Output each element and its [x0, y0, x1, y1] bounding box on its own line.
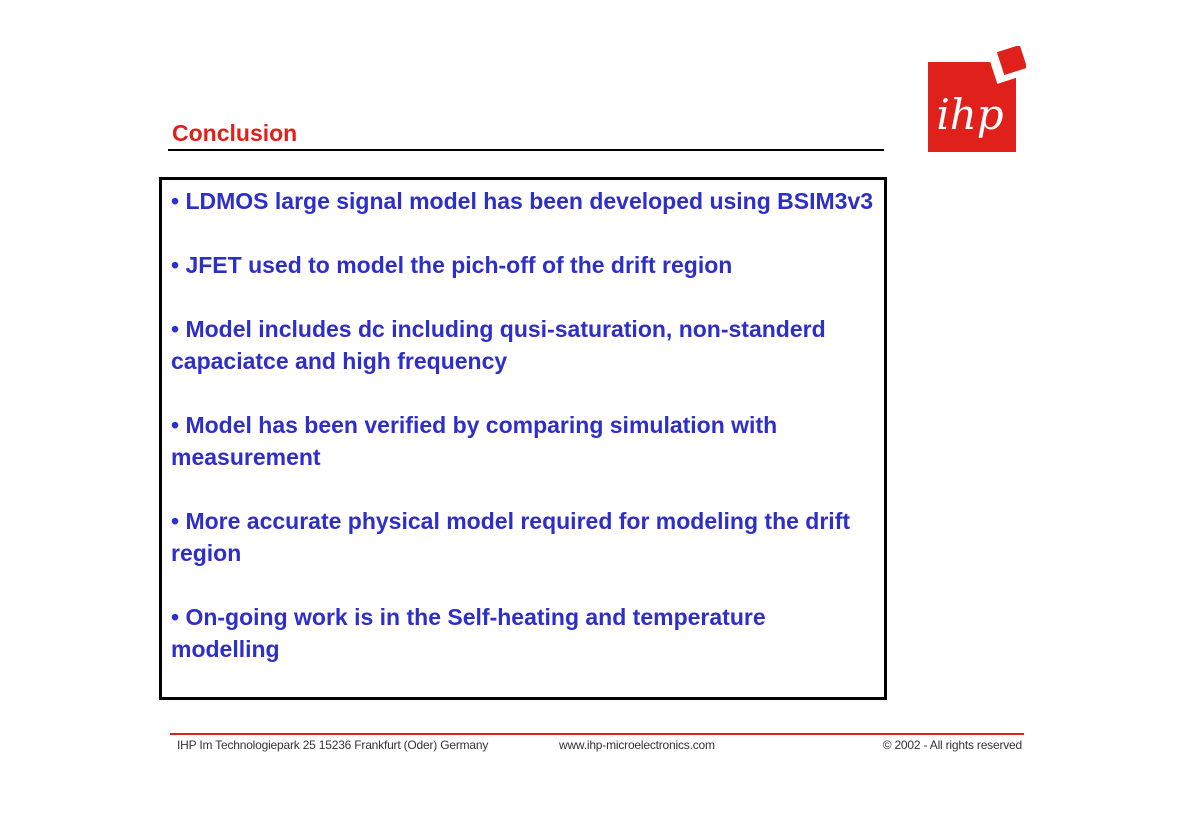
footer-copyright: © 2002 - All rights reserved [882, 738, 1022, 752]
logo-lettering: ihp [936, 90, 1004, 139]
slide-title: Conclusion [172, 120, 298, 146]
bullet-item: • On-going work is in the Self-heating and temperature modelling [171, 604, 766, 662]
bullet-item: • LDMOS large signal model has been developed using BSIM3v3 [171, 188, 874, 214]
footer-url[interactable]: www.ihp-microelectronics.com [559, 738, 715, 752]
ihp-logo [926, 46, 1026, 154]
ihp-logo-graphic [926, 46, 1026, 154]
conclusion-box [159, 177, 887, 700]
bullet-item: • More accurate physical model required for modeling the drift region [171, 508, 851, 566]
bullet-list [171, 185, 876, 665]
bullet-item: • JFET used to model the pich-off of the drift region [171, 252, 733, 278]
footer-rule [170, 733, 1024, 735]
footer-address: IHP Im Technologiepark 25 15236 Frankfurt (Oder) Germany [177, 738, 489, 752]
bullet-item: • Model has been verified by comparing simulation with measurement [171, 412, 778, 470]
bullet-item: • Model includes dc including qusi-saturation, non-standerd capaciatce and high frequency [171, 316, 826, 374]
title-underline [168, 149, 884, 151]
